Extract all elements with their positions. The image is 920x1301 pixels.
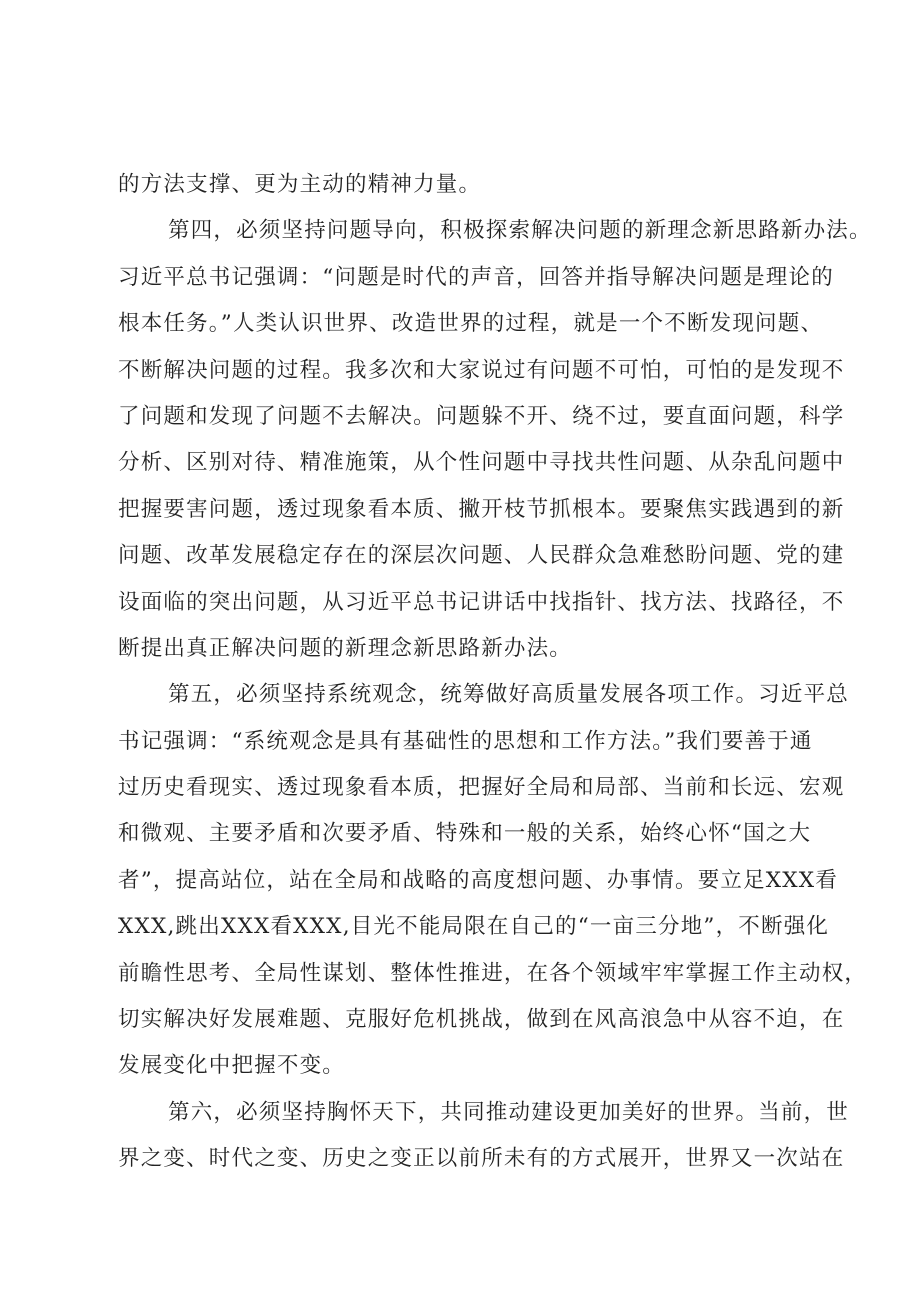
paragraph-line: 发展变化中把握不变。 (118, 1053, 346, 1079)
paragraph-line: 把握要害问题，透过现象看本质、撇开枝节抓根本。要聚焦实践遇到的新 (118, 496, 845, 522)
paragraph-first-line: 第四，必须坚持问题导向，积极探索解决问题的新理念新思路新办法。 (168, 218, 872, 244)
paragraph-line: 切实解决好发展难题、克服好危机挑战，做到在风高浪急中从容不迫，在 (118, 1007, 845, 1033)
paragraph-line: 和微观、主要矛盾和次要矛盾、特殊和一般的关系，始终心怀“国之大 (118, 821, 812, 847)
paragraph-line: 断提出真正解决问题的新理念新思路新办法。 (118, 635, 573, 661)
paragraph-line: 分析、区别对待、精准施策，从个性问题中寻找共性问题、从杂乱问题中 (118, 450, 845, 476)
paragraph-line: 设面临的突出问题，从习近平总书记讲话中找指针、找方法、找路径，不 (118, 589, 845, 615)
paragraph-first-line: 第六，必须坚持胸怀天下，共同推动建设更加美好的世界。当前，世 (168, 1099, 850, 1125)
paragraph-line: 的方法支撑、更为主动的精神力量。 (118, 172, 482, 197)
paragraph-first-line: 第五，必须坚持系统观念，统筹做好高质量发展各项工作。习近平总 (168, 682, 850, 708)
document-body (118, 162, 872, 1183)
paragraph-line: XXX,跳出XXX看XXX,目光不能局限在自己的“一亩三分地”，不断强化 (118, 914, 830, 940)
paragraph-line: 问题、改革发展稳定存在的深层次问题、人民群众急难愁盼问题、党的建 (118, 543, 845, 569)
paragraph-line: 者”，提高站位，站在全局和战略的高度想问题、办事情。要立足XXX看 (118, 867, 839, 893)
paragraph-line: 前瞻性思考、全局性谋划、整体性推进，在各个领域牢牢掌握工作主动权， (118, 960, 868, 986)
paragraph-line: 界之变、时代之变、历史之变正以前所未有的方式展开，世界又一次站在 (118, 1146, 845, 1172)
paragraph-line: 过历史看现实、透过现象看本质，把握好全局和局部、当前和长远、宏观 (118, 775, 845, 801)
paragraph-line: 根本任务。”人类认识世界、改造世界的过程，就是一个不断发现问题、 (118, 311, 824, 337)
paragraph-line: 了问题和发现了问题不去解决。问题躲不开、绕不过，要直面问题，科学 (118, 403, 845, 429)
paragraph-line: 习近平总书记强调：“问题是时代的声音，回答并指导解决问题是理论的 (118, 264, 834, 290)
paragraph-line: 不断解决问题的过程。我多次和大家说过有问题不可怕，可怕的是发现不 (118, 357, 845, 383)
paragraph-line: 书记强调：“系统观念是具有基础性的思想和工作方法。”我们要善于通 (118, 728, 813, 754)
